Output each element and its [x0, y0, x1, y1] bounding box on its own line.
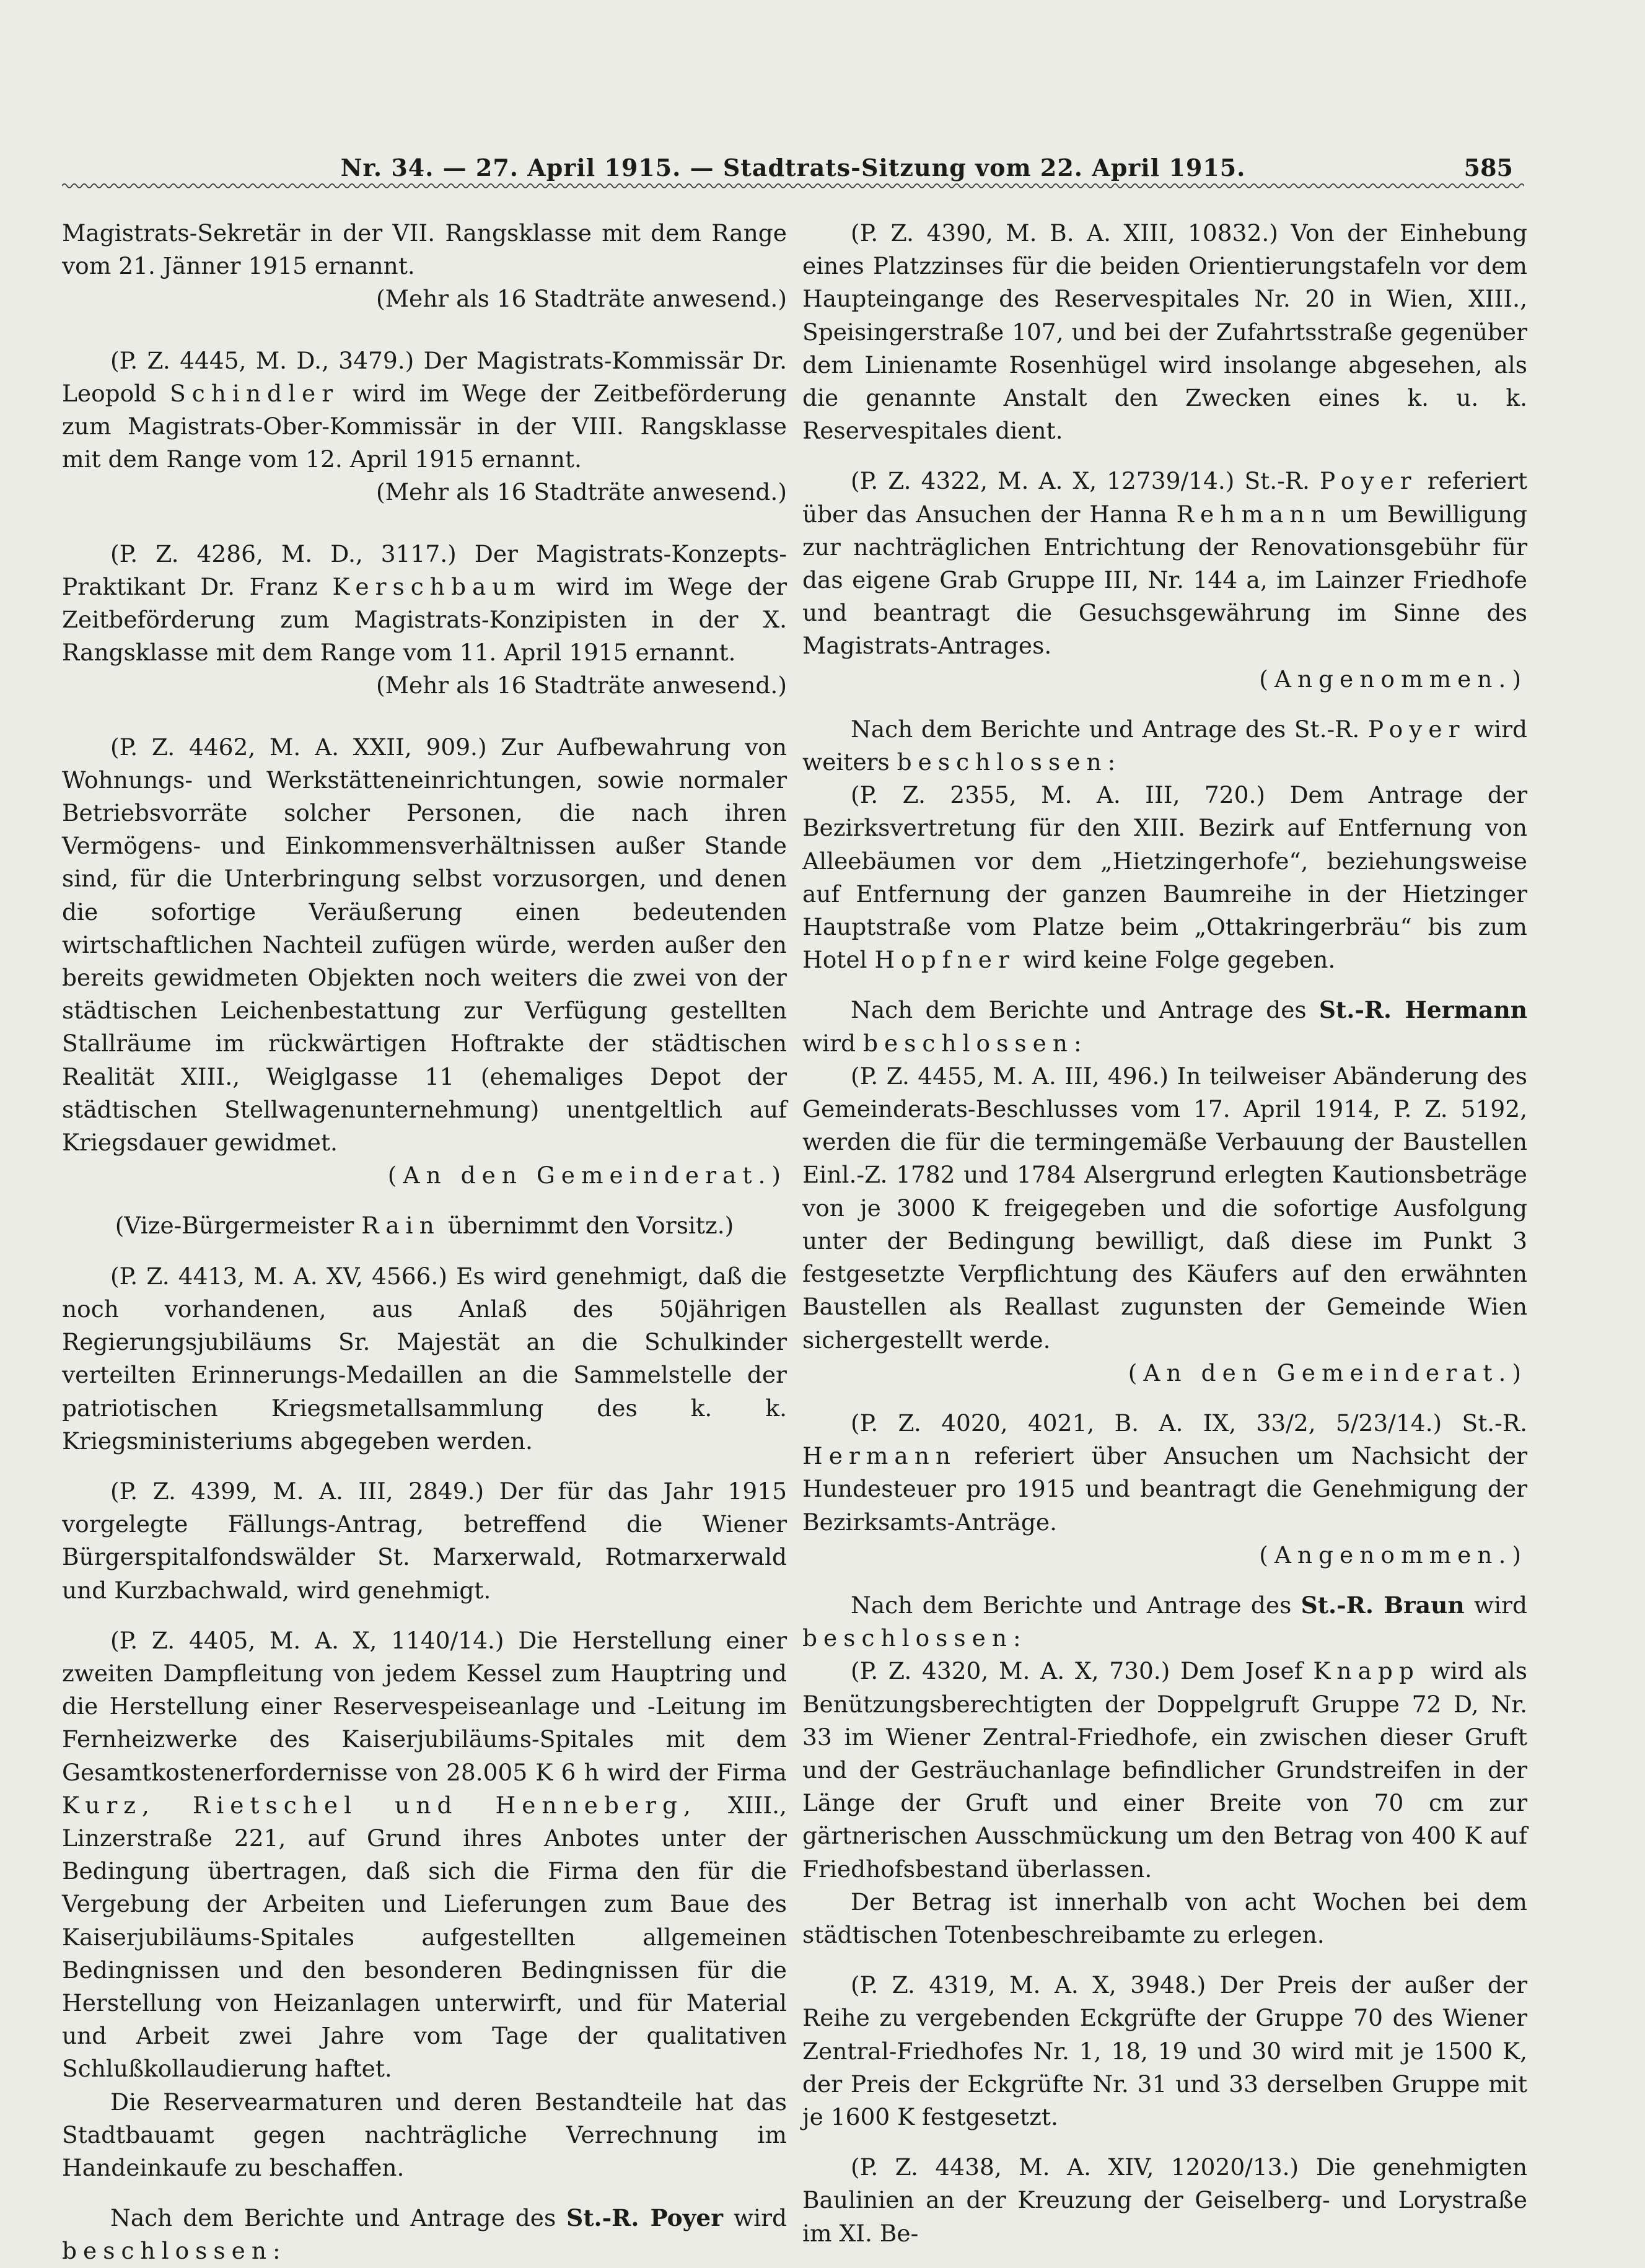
resolution-note: (An den Gemeinderat.)	[387, 1162, 787, 1189]
firm-name: Kurz, Rietschel und Henneberg,	[62, 1791, 697, 1819]
paragraph: (P. Z. 4413, M. A. XV, 4566.) Es wird genehmigt, daß die noch vorhandenen, aus Anlaß des 50jährigen Regierungsjubiläums Sr. Majestät an die Schulkinder verteilten Erinnerungs-Medaillen an die Sammelstelle der patriotischen Kriegsmetallsammlung des k. k. Kriegsministeriums abgegeben werden.	[62, 1262, 787, 1455]
paragraph: Der Betrag ist innerhalb von acht Wochen bei dem städtischen Totenbeschreibamte zu erlegen.	[802, 1888, 1527, 1948]
person-name: Poyer	[1320, 467, 1418, 495]
header-wavy-rule	[62, 181, 1524, 191]
paragraph: (P. Z. 4286, M. D., 3117.) Der Magistrats-Konzepts-Praktikant Dr. Franz Kerschbaum wird im Wege der Zeitbeförderung zum Magistrats-Konzipisten in der X. Rangsklasse mit dem Range vom 11. April 1915 ernannt.	[62, 540, 787, 667]
chair-note: (Vize-Bürgermeister Rain übernimmt den Vorsitz.)	[115, 1212, 734, 1240]
right-column	[802, 217, 1527, 2250]
resolution-intro: Nach dem Berichte und Antrage des St.-R. Hermann wird beschlossen:	[802, 996, 1527, 1057]
paragraph: Magistrats-Sekretär in der VII. Rangsklasse mit dem Range vom 21. Jänner 1915 ernannt.	[62, 219, 787, 280]
resolution-note: (Angenommen.)	[1259, 1541, 1527, 1569]
resolution-note: (Angenommen.)	[1259, 665, 1527, 693]
attendance-note: (Mehr als 16 Stadträte anwesend.)	[376, 478, 787, 506]
paragraph: (P. Z. 4320, M. A. X, 730.) Dem Josef Knapp wird als Benützungsberechtigten der Doppelgruft Gruppe 72 D, Nr. 33 im Wiener Zentral-Friedhofe, ein zwischen dieser Gruft und der Gesträuchanlage befindlicher Grundstreifen in der Länge der Gruft und einer Breite von 70 cm zur gärtnerischen Ausschmückung um den Betrag von 400 K auf Friedhofsbestand überlassen.	[802, 1657, 1527, 1883]
paragraph: Die Reservearmaturen und deren Bestandteile hat das Stadtbauamt gegen nachträgliche Verrechnung im Handeinkaufe zu beschaffen.	[62, 2088, 787, 2181]
paragraph: (P. Z. 4322, M. A. X, 12739/14.) St.-R. Poyer referiert über das Ansuchen der Hanna Rehmann um Bewilligung zur nachträglichen Entrichtung der Renovationsgebühr für das eigene Grab Gruppe III, Nr. 144 a, im Lainzer Friedhofe und beantragt die Gesuchsgewährung im Sinne des Magistrats-Antrages.	[802, 467, 1528, 660]
person-name: Rehmann	[1176, 500, 1332, 528]
councillor-name: St.-R. Hermann	[1318, 996, 1527, 1024]
councillor-name: Poyer	[1367, 715, 1466, 743]
resolution-intro: Nach dem Berichte und Antrage des St.-R. Poyer wird beschlossen:	[62, 2204, 787, 2265]
paragraph: (P. Z. 4405, M. A. X, 1140/14.) Die Herstellung einer zweiten Dampfleitung von jedem Kessel zum Hauptring und die Herstellung einer Reservespeiseanlage und -Leitung im Fernheizwerke des Kaiserjubiläums-Spitales mit dem Gesamtkostenerfordernisse von 28.005 K 6 h wird der Firma Kurz, Rietschel und Henneberg, XIII., Linzerstraße 221, auf Grund ihres Anbotes unter der Bedingung übertragen, daß sich die Firma den für die Vergebung der Arbeiten und Lieferungen zum Baue des Kaiserjubiläums-Spitales aufgestellten allgemeinen Bedingnissen und den besonderen Bedingnissen für die Herstellung von Heizanlagen unterwirft, und für Material und Arbeit zwei Jahre vom Tage der qualitativen Schlußkollaudierung haftet.	[62, 1626, 787, 2083]
resolution-note: (An den Gemeinderat.)	[1128, 1359, 1527, 1386]
councillor-name: St.-R. Poyer	[566, 2204, 724, 2232]
paragraph: (P. Z. 4445, M. D., 3479.) Der Magistrats-Kommissär Dr. Leopold Schindler wird im Wege der Zeitbeförderung zum Magistrats-Ober-Kommissär in der VIII. Rangsklasse mit dem Range vom 12. April 1915 ernannt.	[62, 346, 787, 473]
person-name: Knapp	[1313, 1657, 1420, 1685]
paragraph: (P. Z. 4455, M. A. III, 496.) In teilweiser Abänderung des Gemeinderats-Beschlusses vom 17. April 1914, P. Z. 5192, werden die für die termingemäße Verbauung der Baustellen Einl.-Z. 1782 und 1784 Alsergrund erlegten Kautionsbeträge von je 3000 K freigegeben und die sofortige Ausfolgung unter der Bedingung bewilligt, daß diese im Punkt 3 festgesetzte Verpflichtung des Käufers auf den erwähnten Baustellen als Reallast zugunsten der Gemeinde Wien sichergestellt werde.	[802, 1062, 1527, 1354]
person-name: Hermann	[802, 1442, 957, 1470]
paragraph: (P. Z. 2355, M. A. III, 720.) Dem Antrage der Bezirksvertretung für den XIII. Bezirk auf Entfernung von Alleebäumen vor dem „Hietzingerhofe“, beziehungsweise auf Entfernung der ganzen Baumreihe in der Hietzinger Hauptstraße vom Platze beim „Ottakringerbräu“ bis zum Hotel Hopfner wird keine Folge gegeben.	[802, 781, 1527, 974]
resolution-intro: Nach dem Berichte und Antrage des St.-R. Poyer wird weiters beschlossen:	[802, 715, 1528, 776]
paragraph: (P. Z. 4438, M. A. XIV, 12020/13.) Die genehmigten Baulinien an der Kreuzung der Geiselberg- und Lorystraße im XI. Be-	[802, 2153, 1527, 2247]
person-name: Hopfner	[874, 946, 1016, 974]
left-column	[62, 217, 787, 2268]
person-name: Schindler	[170, 379, 340, 407]
page-number: 585	[1463, 154, 1513, 182]
paragraph: (P. Z. 4020, 4021, B. A. IX, 33/2, 5/23/14.) St.-R. Hermann referiert über Ansuchen um Nachsicht der Hundesteuer pro 1915 und beantragt die Genehmigung der Bezirksamts-Anträge.	[802, 1409, 1528, 1536]
paragraph: (P. Z. 4390, M. B. A. XIII, 10832.) Von der Einhebung eines Platzzinses für die beiden Orientierungstafeln vor dem Haupteingange des Reservespitales Nr. 20 in Wien, XIII., Speisingerstraße 107, und bei der Zufahrtsstraße gegenüber dem Linienamte Rosenhügel wird insolange abgesehen, als die genannte Anstalt den Zwecken eines k. u. k. Reservespitales dient.	[802, 219, 1527, 445]
paragraph: (P. Z. 4319, M. A. X, 3948.) Der Preis der außer der Reihe zu vergebenden Eckgrüfte der Gruppe 70 des Wiener Zentral-Friedhofes Nr. 1, 18, 19 und 30 wird mit je 1500 K, der Preis der Eckgrüfte Nr. 31 und 33 derselben Gruppe mit je 1600 K festgesetzt.	[802, 1971, 1528, 2130]
paragraph: (P. Z. 4462, M. A. XXII, 909.) Zur Aufbewahrung von Wohnungs- und Werkstätteneinrichtungen, sowie normaler Betriebsvorräte solcher Personen, die nach ihren Vermögens- und Einkommensverhältnissen außer Stande sind, für die Unterbringung selbst vorzusorgen, und denen die sofortige Veräußerung einen bedeutenden wirtschaftlichen Nachteil zufügen würde, werden außer den bereits gewidmeten Objekten noch weiters die zwei von der städtischen Leichenbestattung zur Verfügung gestellten Stallräume im rückwärtigen Hoftrakte der städtischen Realität XIII., Weiglgasse 11 (ehemaliges Depot der städtischen Stellwagenunternehmung) unentgeltlich auf Kriegsdauer gewidmet.	[62, 733, 787, 1157]
attendance-note: (Mehr als 16 Stadträte anwesend.)	[376, 672, 787, 699]
header-title: Nr. 34. — 27. April 1915. — Stadtrats-Sitzung vom 22. April 1915.	[340, 154, 1246, 182]
resolution-intro: Nach dem Berichte und Antrage des St.-R. Braun wird beschlossen:	[802, 1591, 1527, 1652]
paragraph: (P. Z. 4399, M. A. III, 2849.) Der für das Jahr 1915 vorgelegte Fällungs-Antrag, betreffend die Wiener Bürgerspitalfondswälder St. Marxerwald, Rotmarxerwald und Kurzbachwald, wird genehmigt.	[62, 1477, 787, 1604]
person-name: Kerschbaum	[332, 572, 542, 600]
attendance-note: (Mehr als 16 Stadträte anwesend.)	[376, 285, 787, 313]
councillor-name: St.-R. Braun	[1301, 1591, 1465, 1619]
